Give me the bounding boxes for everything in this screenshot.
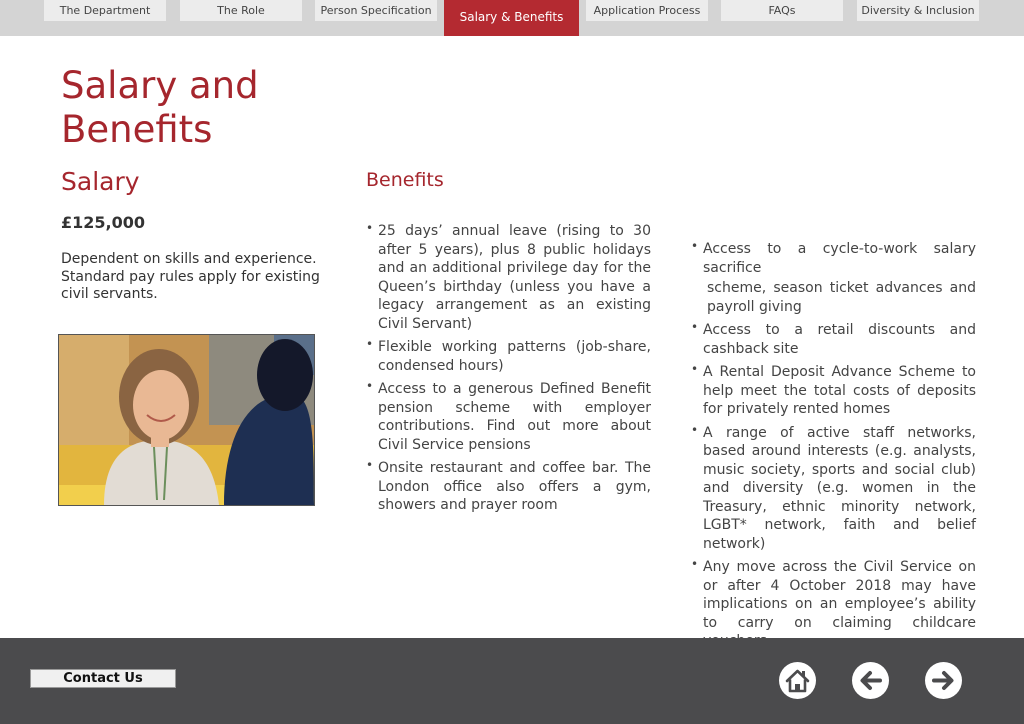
- list-item: • Any move across the Civil Service on or after 4 October 2018 may have implications on an employee’s ability to carry on claiming childcare: [691, 557, 976, 631]
- contact-us-button[interactable]: Contact Us: [30, 669, 176, 688]
- home-icon: [779, 662, 816, 699]
- tab-application-process[interactable]: Application Process: [586, 0, 708, 21]
- arrow-left-icon: [852, 662, 889, 699]
- salary-amount: £125,000: [61, 213, 146, 232]
- tab-person-specification[interactable]: Person Specification: [315, 0, 437, 21]
- staff-photo: [58, 334, 315, 506]
- benefits-list-2: [691, 240, 976, 656]
- list-item: • Onsite restaurant and coffee bar. The London office also offers a gym, showers and prayer room: [366, 458, 651, 513]
- list-item: • A range of active staff networks, based around interests (e.g. analysts, music society, sports and social club) and diversity (e.g. women in the Treasury, ethnic minority network, LGBT* network, faith and belief network): [691, 422, 976, 552]
- home-button[interactable]: [779, 662, 816, 699]
- list-item: • Access to a generous Defined Benefit pension scheme with employer contributions. Find out more about Civil Service pensions: [366, 379, 651, 453]
- tab-the-role[interactable]: The Role: [180, 0, 302, 21]
- list-item: • 25 days’ annual leave (rising to 30 after 5 years), plus 8 public holidays and an additional privilege day for the Queen’s birthday (unless you have a legacy arrangement as an existing Civil Servant): [366, 221, 651, 332]
- next-button[interactable]: [925, 662, 962, 699]
- benefits-list-1: [366, 222, 651, 520]
- bullet-icon: •: [691, 422, 699, 437]
- staff-photo-illustration: [59, 335, 314, 505]
- page-title: Salary and Benefits: [61, 64, 259, 151]
- salary-note: Dependent on skills and experience. Standard pay rules apply for existing civil servants.: [61, 251, 320, 302]
- tab-the-department[interactable]: The Department: [44, 0, 166, 21]
- salary-heading: Salary: [61, 167, 140, 196]
- tab-diversity-inclusion[interactable]: Diversity & Inclusion: [857, 0, 979, 21]
- tab-salary-benefits[interactable]: Salary & Benefits: [444, 0, 579, 36]
- bullet-icon: •: [366, 379, 374, 393]
- bullet-icon: •: [691, 239, 699, 253]
- bullet-icon: •: [691, 320, 699, 334]
- footer: [0, 638, 1024, 724]
- bullet-icon: •: [691, 557, 699, 571]
- bullet-icon: •: [366, 337, 374, 351]
- list-item: • Flexible working patterns (job-share, condensed hours): [366, 337, 651, 374]
- bullet-icon: •: [366, 221, 374, 235]
- list-item: • A Rental Deposit Advance Scheme to help meet the total costs of deposits for privately rented homes: [691, 362, 976, 417]
- top-navigation: [0, 0, 1024, 36]
- tab-faqs[interactable]: FAQs: [721, 0, 843, 21]
- benefits-heading: Benefits: [366, 169, 444, 191]
- back-button[interactable]: [852, 662, 889, 699]
- bullet-icon: •: [691, 362, 699, 376]
- list-item-continuation: scheme, season ticket advances and payroll giving: [707, 280, 976, 315]
- arrow-right-icon: [925, 662, 962, 699]
- list-item: • Access to a retail discounts and cashback site: [691, 320, 976, 357]
- bullet-icon: •: [366, 458, 374, 472]
- list-item: • Access to a cycle-to-work salary sacrifice: [691, 239, 976, 276]
